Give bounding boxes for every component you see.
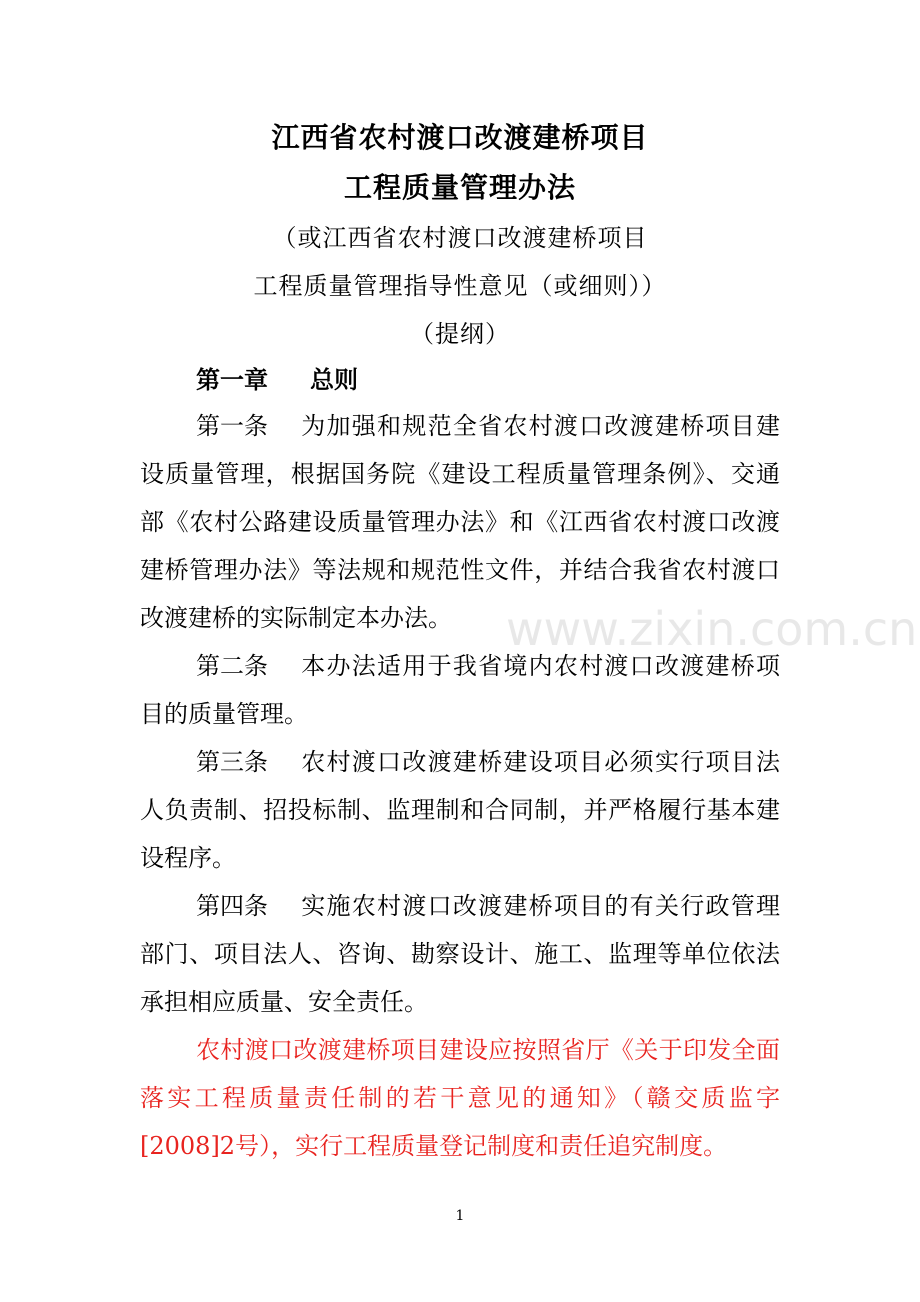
article-text: 农村渡口改渡建桥建设项目必须实行项目法 bbox=[300, 748, 780, 776]
article-2 bbox=[140, 642, 780, 738]
article-line: 设质量管理，根据国务院《建设工程质量管理条例》、交通 bbox=[140, 460, 780, 488]
article-line: 部《农村公路建设质量管理办法》和《江西省农村渡口改渡 bbox=[140, 508, 780, 536]
page-number: 1 bbox=[455, 1208, 465, 1224]
article-line bbox=[140, 738, 780, 786]
red-note bbox=[140, 1026, 780, 1170]
watermark: www.zixin.com.cn bbox=[506, 602, 918, 656]
note-line: 落实工程质量责任制的若干意见的通知》（赣交质监字 bbox=[140, 1084, 780, 1112]
article-number: 第二条 bbox=[196, 652, 268, 680]
article-text: 本办法适用于我省境内农村渡口改渡建桥项 bbox=[300, 652, 780, 680]
article-line bbox=[140, 402, 780, 450]
article-number: 第一条 bbox=[196, 412, 268, 440]
article-line: 设程序。 bbox=[140, 844, 236, 872]
article-line: 目的质量管理。 bbox=[140, 700, 308, 728]
article-line bbox=[140, 882, 780, 930]
chapter-heading bbox=[196, 360, 358, 395]
document-subtitle-outline: （提纲） bbox=[410, 320, 510, 348]
article-text: 实施农村渡口改渡建桥项目的有关行政管理 bbox=[300, 892, 780, 920]
article-line: 部门、项目法人、咨询、勘察设计、施工、监理等单位依法 bbox=[140, 940, 780, 968]
note-line: [2008]2号），实行工程质量登记制度和责任追究制度。 bbox=[140, 1132, 728, 1160]
article-line: 建桥管理办法》等法规和规范性文件，并结合我省农村渡口 bbox=[140, 556, 780, 584]
article-text: 为加强和规范全省农村渡口改渡建桥项目建 bbox=[300, 412, 780, 440]
chapter-name: 总则 bbox=[310, 366, 358, 394]
article-line: 承担相应质量、安全责任。 bbox=[140, 988, 428, 1016]
article-4 bbox=[140, 882, 780, 1026]
chapter-number: 第一章 bbox=[196, 366, 268, 394]
article-line: 人负责制、招投标制、监理制和合同制，并严格履行基本建 bbox=[140, 796, 780, 824]
document-subtitle-line-2: 工程质量管理指导性意见（或细则）） bbox=[253, 272, 667, 300]
article-line: 改渡建桥的实际制定本办法。 bbox=[140, 604, 452, 632]
document-title-line-2: 工程质量管理办法 bbox=[343, 171, 576, 204]
article-number: 第三条 bbox=[196, 748, 268, 776]
document-title-line-1: 江西省农村渡口改渡建桥项目 bbox=[271, 121, 649, 154]
article-number: 第四条 bbox=[196, 892, 268, 920]
note-line: 农村渡口改渡建桥项目建设应按照省厅《关于印发全面 bbox=[196, 1036, 780, 1064]
document-subtitle-line-1: （或江西省农村渡口改渡建桥项目 bbox=[272, 224, 648, 252]
article-3 bbox=[140, 738, 780, 882]
